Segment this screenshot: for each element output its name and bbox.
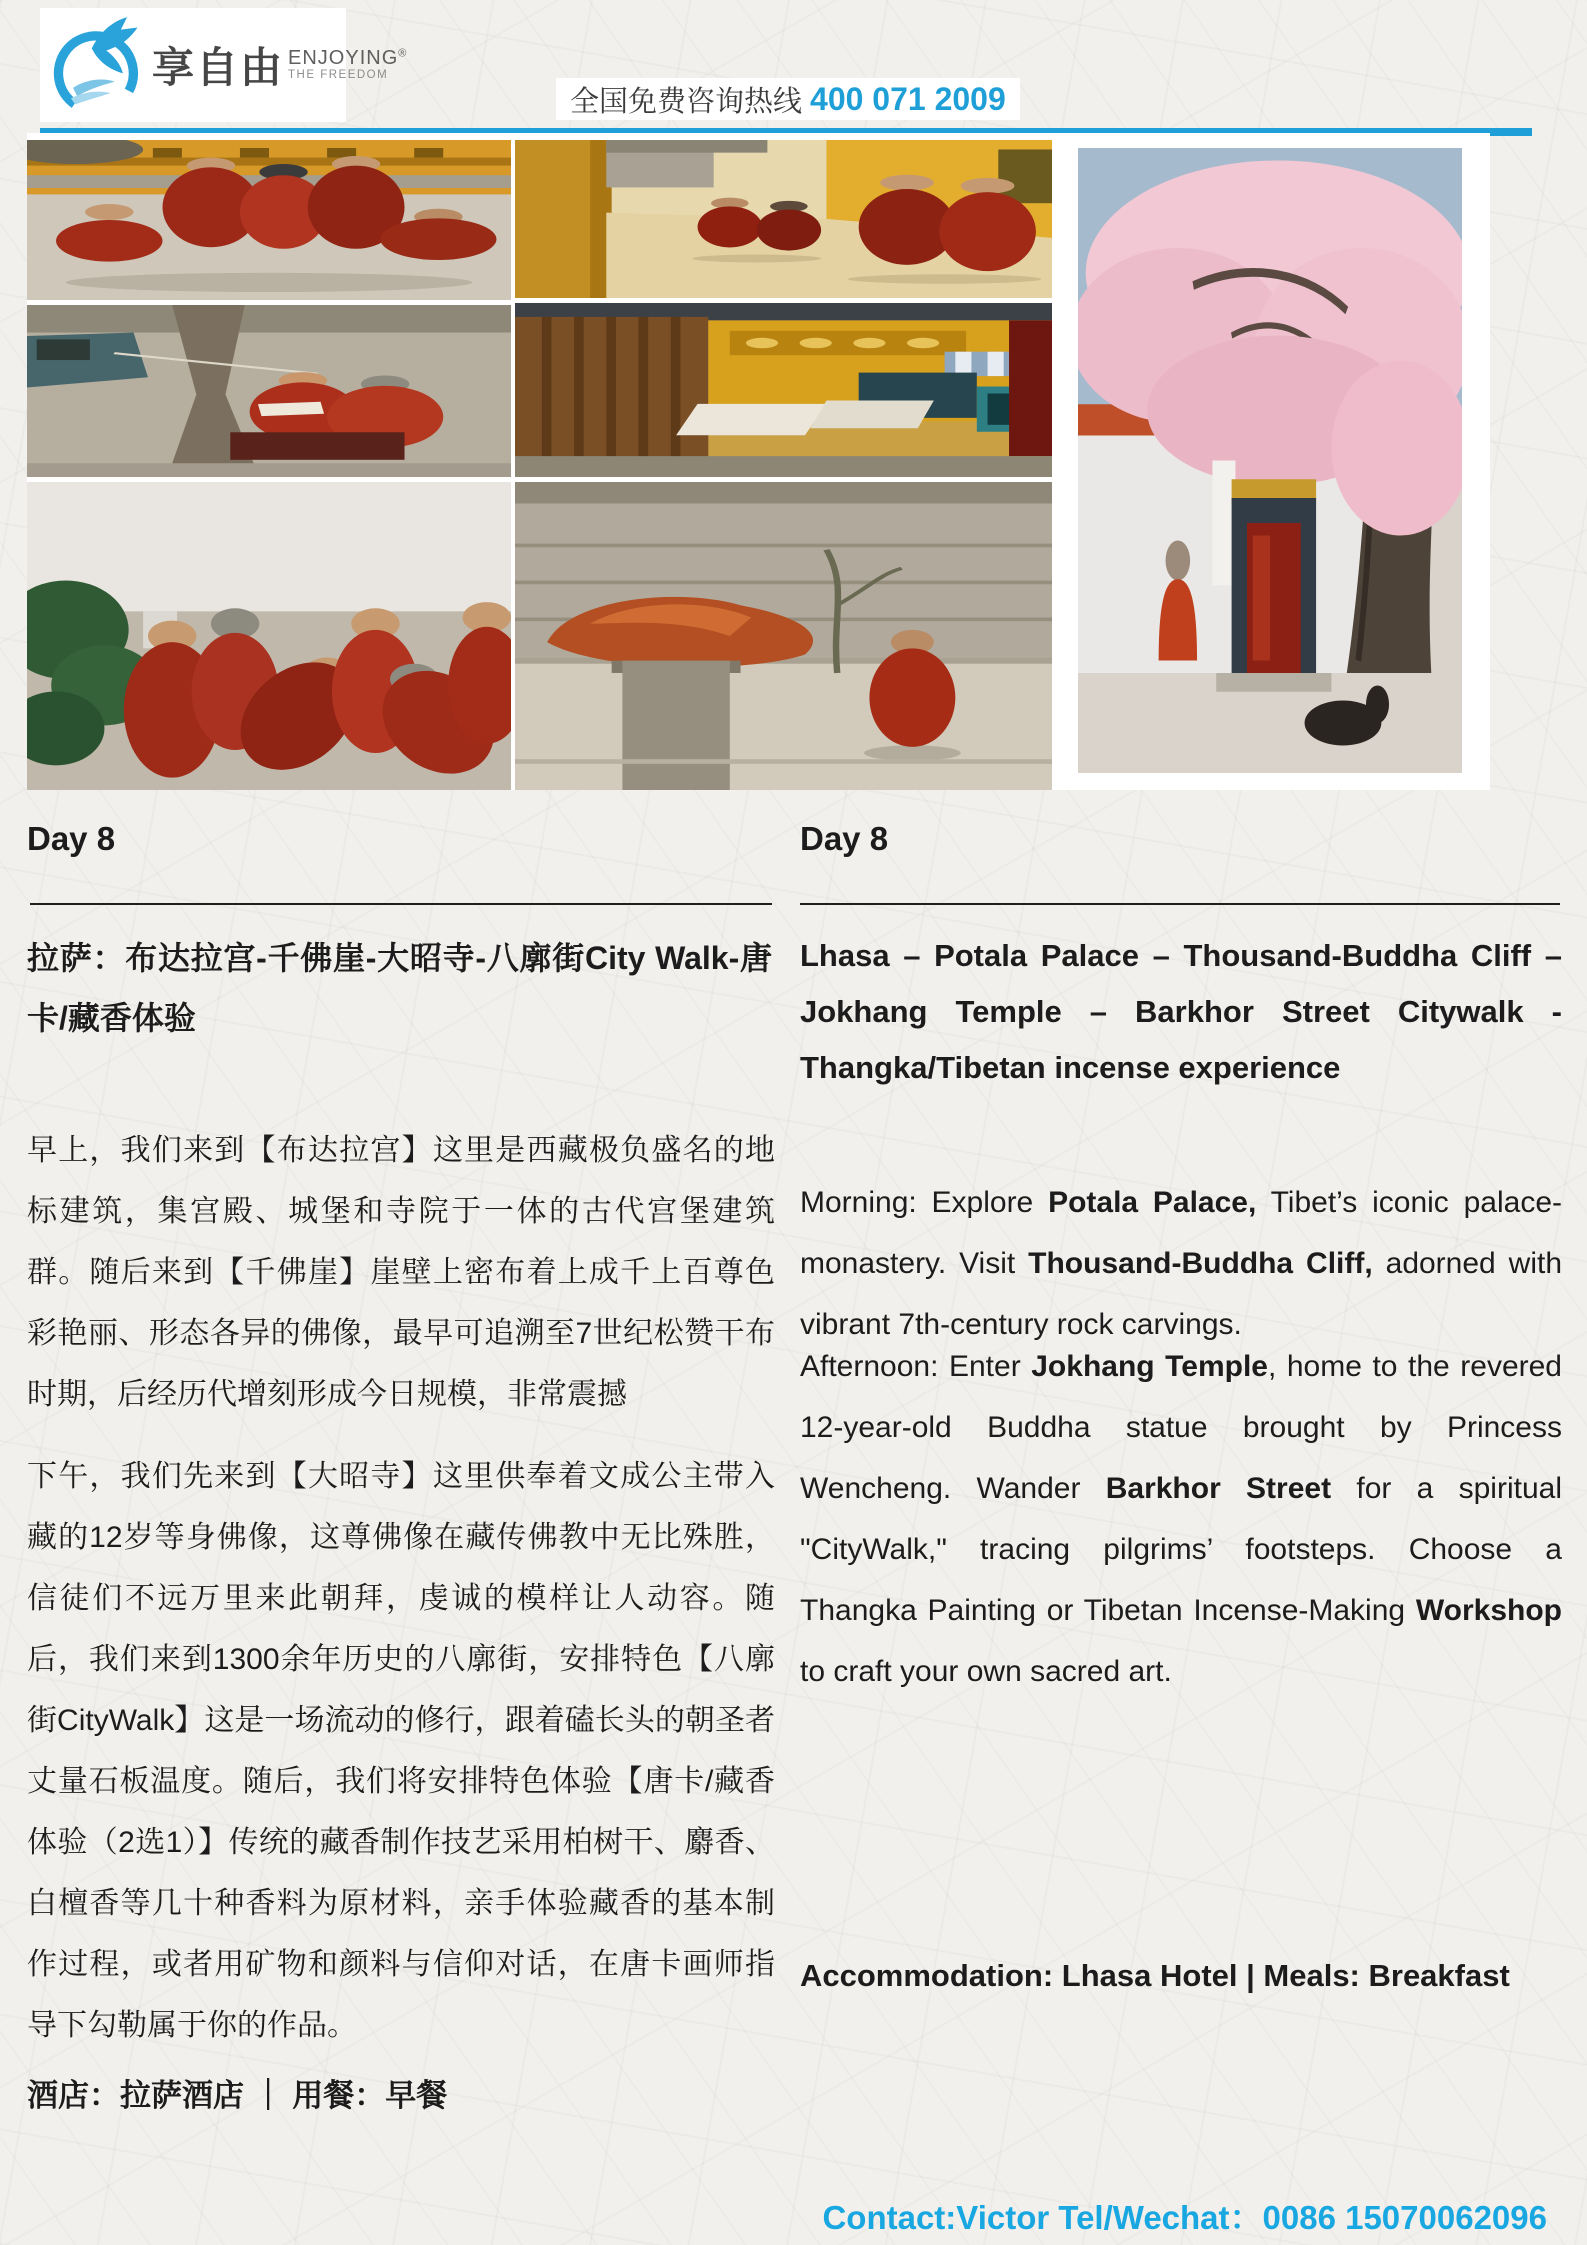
monks-reading-illustration	[27, 305, 511, 477]
gallery-photo-monk-courtyard-red-rock	[515, 482, 1052, 790]
registered-mark: ®	[398, 47, 408, 60]
itinerary-paragraph-en-morning: Morning: Explore Potala Palace, Tibet’s iconic palace-monastery. Visit Thousand-Buddha Cliff, adorned with vibrant 7th-century rock carvings.	[800, 1186, 1563, 1341]
itinerary-title-cn: 拉萨：布达拉宫-千佛崖-大昭寺-八廓街City Walk-唐卡/藏香体验	[27, 940, 772, 1036]
divider-left	[30, 903, 772, 905]
hotel-meals-cn: 酒店：拉萨酒店 ｜ 用餐：早餐	[27, 2078, 448, 2113]
brand-name-en: ENJOYING®	[288, 47, 408, 70]
gallery-photo-golden-temple-facade	[515, 303, 1052, 477]
day-label-cn: Day 8	[27, 820, 116, 857]
cherry-blossom-illustration	[1078, 148, 1462, 773]
monks-gathering-illustration	[27, 482, 511, 790]
accommodation-meals-en: Accommodation: Lhasa Hotel | Meals: Breakfast	[800, 1958, 1510, 1993]
monks-alley-illustration	[515, 140, 1052, 298]
gallery-photo-monks-debate-courtyard	[27, 140, 511, 300]
itinerary-paragraph-en-afternoon: Afternoon: Enter Jokhang Temple, home to the revered 12-year-old Buddha statue brought by Princess Wencheng. Wander Barkhor Street for a spiritual "CityWalk," tracing pilgrims’ footsteps. Choose a Thangka Painting or Tibetan Incense-Making Workshop to craft your own sacred art.	[800, 1350, 1562, 1688]
itinerary-paragraph-cn-morning: 早上，我们来到【布达拉宫】这里是西藏极负盛名的地标建筑，集宫殿、城堡和寺院于一体的古代宫堡建筑群。随后来到【千佛崖】崖壁上密布着上成千上百尊色彩艳丽、形态各异的佛像，最早可追溯至7世纪松赞干布时期，后经历代增刻形成今日规模，非常震撼	[27, 1134, 775, 1411]
hotline	[556, 78, 1020, 120]
temple-facade-illustration	[515, 303, 1052, 477]
brand-name-cn: 享自由	[152, 44, 285, 91]
hotline-number: 400 071 2009	[810, 80, 1006, 117]
contact-info: Contact:Victor Tel/Wechat：0086 15070062096	[822, 2199, 1547, 2236]
gallery-photo-monks-gathering	[27, 482, 511, 790]
brand-tagline: THE FREEDOM	[288, 69, 389, 82]
gallery-photo-monks-alley-walk	[515, 140, 1052, 298]
itinerary-title-en: Lhasa – Potala Palace – Thousand-Buddha Cliff – Jokhang Temple – Barkhor Street Citywalk - Thangka/Tibetan incense experience	[800, 938, 1562, 1085]
gallery-photo-monks-reading-under-tree	[27, 305, 511, 477]
gallery-photo-cherry-blossom-temple	[1078, 148, 1462, 773]
brand-logo	[40, 8, 408, 122]
divider-right	[800, 903, 1560, 905]
courtyard-rock-illustration	[515, 482, 1052, 790]
hotline-label: 全国免费咨询热线	[570, 85, 803, 118]
photo-collage	[27, 133, 1490, 790]
brand-bird-icon	[46, 13, 150, 117]
itinerary-paragraph-cn-afternoon: 下午，我们先来到【大昭寺】这里供奉着文成公主带入藏的12岁等身佛像，这尊佛像在藏传佛教中无比殊胜，信徒们不远万里来此朝拜，虔诚的模样让人动容。随后，我们来到1300余年历史的八廓街，安排特色【八廓街CityWalk】这是一场流动的修行，跟着磕长头的朝圣者丈量石板温度。随后，我们将安排特色体验【唐卡/藏香体验（2选1）】传统的藏香制作技艺采用柏树干、麝香、白檀香等几十种香料为原材料，亲手体验藏香的基本制作过程，或者用矿物和颜料与信仰对话，在唐卡画师指导下勾勒属于你的作品。	[27, 1460, 775, 2042]
monks-debate-illustration	[27, 140, 511, 300]
day-label-en: Day 8	[800, 820, 889, 857]
